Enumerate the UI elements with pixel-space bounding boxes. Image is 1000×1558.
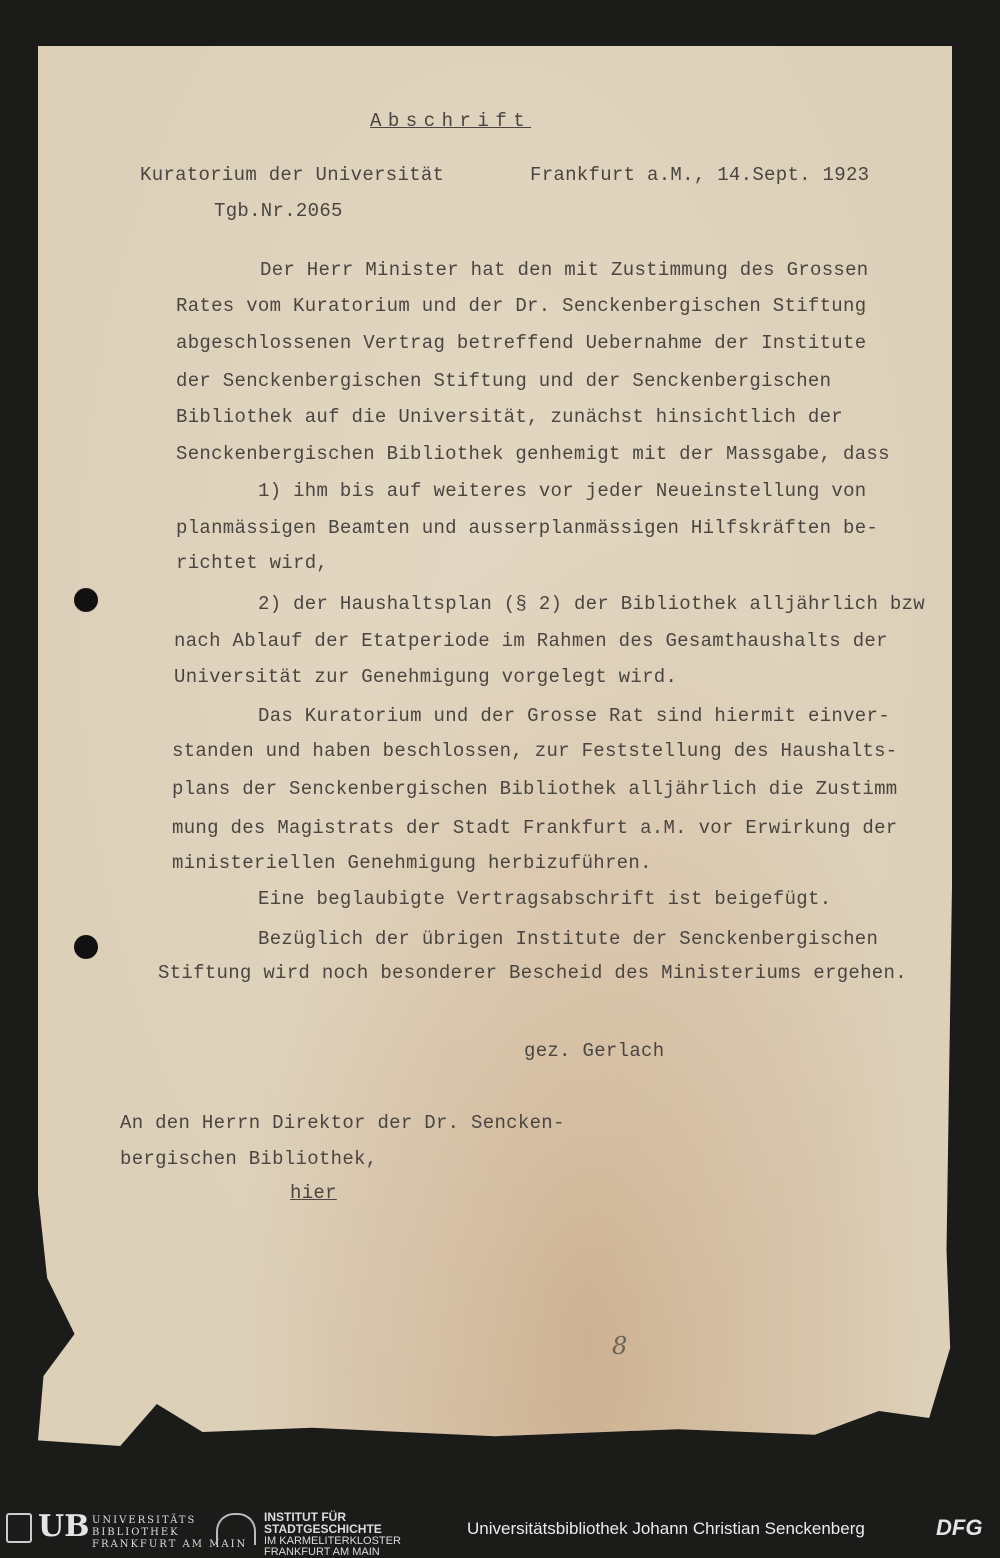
- addressee-line: An den Herrn Direktor der Dr. Sencken-: [120, 1112, 565, 1134]
- body-line: Der Herr Minister hat den mit Zustimmung des Grossen: [260, 259, 869, 281]
- signature: gez. Gerlach: [524, 1040, 665, 1062]
- body-line: Senckenbergischen Bibliothek genhemigt mit der Massgabe, dass: [176, 443, 890, 465]
- body-line: standen und haben beschlossen, zur Feststellung des Haushalts-: [172, 740, 898, 762]
- body-line: Bezüglich der übrigen Institute der Senckenbergischen: [258, 928, 879, 950]
- footer-bar: [0, 1503, 1000, 1558]
- body-line: Rates vom Kuratorium und der Dr. Senckenbergischen Stiftung: [176, 295, 867, 317]
- reference-number: Tgb.Nr.2065: [214, 200, 343, 222]
- punch-hole: [74, 935, 98, 959]
- body-line: abgeschlossenen Vertrag betreffend Uebernahme der Institute: [176, 332, 867, 354]
- body-line: planmässigen Beamten und ausserplanmässigen Hilfskräften be-: [176, 517, 879, 539]
- body-line: Das Kuratorium und der Grosse Rat sind hiermit einver-: [258, 705, 890, 727]
- body-line: Bibliothek auf die Universität, zunächst hinsichtlich der: [176, 406, 844, 428]
- body-line: richtet wird,: [176, 552, 329, 574]
- body-line: mung des Magistrats der Stadt Frankfurt a.M. vor Erwirkung der: [172, 817, 898, 839]
- body-line: Stiftung wird noch besonderer Bescheid des Ministeriums ergehen.: [158, 962, 907, 984]
- sender-line: Kuratorium der Universität: [140, 164, 445, 186]
- ub-name: UNIVERSITÄTS BIBLIOTHEK FRANKFURT AM MAIN: [92, 1515, 248, 1550]
- isg-name: INSTITUT FÜR STADTGESCHICHTE IM KARMELITERKLOSTER FRANKFURT AM MAIN: [264, 1510, 401, 1558]
- body-line: der Senckenbergischen Stiftung und der Senckenbergischen: [176, 370, 832, 392]
- addressee-location: hier: [290, 1182, 337, 1204]
- place-date: Frankfurt a.M., 14.Sept. 1923: [530, 164, 870, 186]
- institute-arch-icon: [216, 1513, 256, 1545]
- library-seal-icon: [6, 1513, 32, 1543]
- body-line: Eine beglaubigte Vertragsabschrift ist beigefügt.: [258, 888, 832, 910]
- ub-logo: UB: [38, 1509, 90, 1544]
- body-line: Universität zur Genehmigung vorgelegt wird.: [174, 666, 678, 688]
- body-line: plans der Senckenbergischen Bibliothek alljährlich die Zustimm: [172, 778, 898, 800]
- body-line: ministeriellen Genehmigung herbizuführen.: [172, 852, 652, 874]
- punch-hole: [74, 588, 98, 612]
- body-line: 1) ihm bis auf weiteres vor jeder Neueinstellung von: [258, 480, 867, 502]
- footer-library-name: Universitätsbibliothek Johann Christian Senckenberg: [467, 1519, 865, 1538]
- addressee-line: bergischen Bibliothek,: [120, 1148, 378, 1170]
- document-heading: Abschrift: [370, 110, 532, 132]
- body-line: nach Ablauf der Etatperiode im Rahmen des Gesamthaushalts der: [174, 630, 888, 652]
- page-number: 8: [612, 1332, 628, 1360]
- body-line: 2) der Haushaltsplan (§ 2) der Bibliothek alljährlich bzw: [258, 593, 926, 615]
- dfg-logo: DFG: [936, 1515, 983, 1540]
